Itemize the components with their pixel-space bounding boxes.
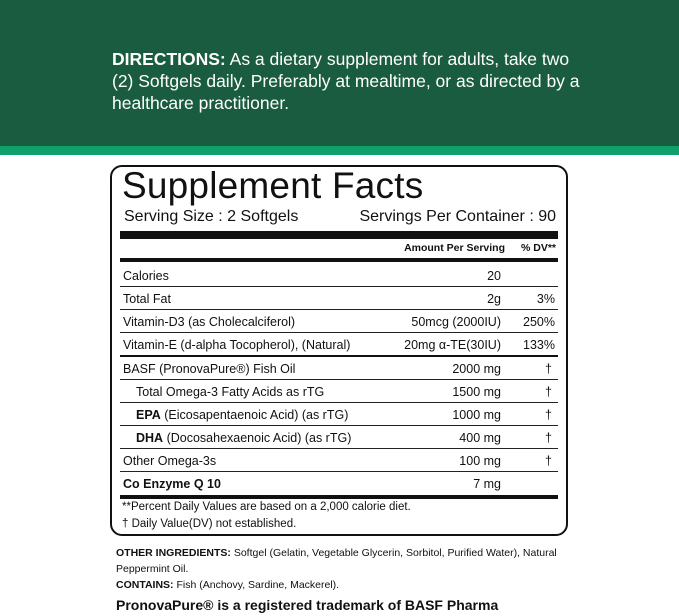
header-amount-per-serving: Amount Per Serving [404,242,505,254]
nutrient-dv: 133% [523,338,555,352]
dagger-mark: † [545,362,552,376]
nutrient-amount: 50mcg (2000IU) [411,315,501,329]
nutrient-name: Vitamin-D3 (as Cholecalciferol) [123,315,296,329]
banner-accent-stripe [0,146,679,155]
table-row [120,472,558,494]
nutrient-amount: 400 mg [459,431,501,445]
nutrient-dv: 250% [523,315,555,329]
supplement-facts-panel [110,165,568,536]
nutrient-name [136,408,348,422]
dagger-mark: † [545,408,552,422]
nutrient-name: BASF (PronovaPure®) Fish Oil [123,362,296,376]
footnote-percent-dv: **Percent Daily Values are based on a 2,000 calorie diet. [122,501,411,513]
nutrient-dv: 3% [536,292,555,306]
nutrient-amount: 1500 mg [452,385,501,399]
nutrient-table [120,264,558,494]
footnote-dagger: † Daily Value(DV) not established. [122,518,297,530]
contains-label: CONTAINS: [116,579,174,591]
other-ingredients [116,545,586,577]
nutrient-name: Other Omega-3s [123,454,217,468]
table-row [120,264,558,287]
dagger-mark: † [545,454,552,468]
table-row [120,403,558,426]
table-row [120,449,558,472]
dagger-mark: † [545,431,552,445]
table-row [120,380,558,403]
nutrient-name: Co Enzyme Q 10 [123,477,221,491]
servings-per-container: Servings Per Container : 90 [359,208,556,225]
directions-label: DIRECTIONS: [112,49,226,69]
table-row [120,333,558,357]
other-ingredients-label: OTHER INGREDIENTS: [116,547,231,559]
header-daily-value: % DV** [520,242,556,254]
nutrient-amount: 7 mg [473,477,501,491]
table-row [120,426,558,449]
nutrient-name: Vitamin-E (d-alpha Tocopherol), (Natural) [123,338,351,352]
nutrient-name-rest: (Eicosapentaenoic Acid) (as rTG) [160,408,349,422]
table-row [120,287,558,310]
contains-statement [116,579,339,591]
nutrient-amount: 2000 mg [452,362,501,376]
divider-medium [120,258,558,262]
divider-bottom [120,495,558,499]
nutrient-amount: 20 [487,269,501,283]
contains-text: Fish (Anchovy, Sardine, Mackerel). [173,579,340,591]
nutrient-amount: 1000 mg [452,408,501,422]
nutrient-amount: 20mg α-TE(30IU) [404,338,501,352]
divider-thick [120,231,558,239]
nutrient-name: Total Omega-3 Fatty Acids as rTG [136,385,325,399]
serving-size: Serving Size : 2 Softgels [124,208,299,225]
nutrient-amount: 2g [487,292,501,306]
other-ingredients-text: Softgel (Gelatin, Vegetable Glycerin, Sorbitol, Purified Water), Natural Peppermint Oil. [116,547,557,575]
directions-body: As a dietary supplement for adults, take two (2) Softgels daily. Preferably at mealtime, or as directed by a healthcare practitioner. [112,49,580,113]
nutrient-name-bold: EPA [136,408,161,422]
nutrient-name: Total Fat [123,292,171,306]
nutrient-name [136,431,351,445]
table-row [120,310,558,333]
panel-title: Supplement Facts [122,165,424,206]
nutrient-name: Calories [123,269,169,283]
table-row [120,357,558,380]
directions-text [112,48,582,114]
nutrient-amount: 100 mg [459,454,501,468]
nutrient-name-bold: DHA [136,431,164,445]
dagger-mark: † [545,385,552,399]
nutrient-name-rest: (Docosahexaenoic Acid) (as rTG) [163,431,352,445]
trademark-notice: PronovaPure® is a registered trademark of BASF Pharma [116,597,499,613]
